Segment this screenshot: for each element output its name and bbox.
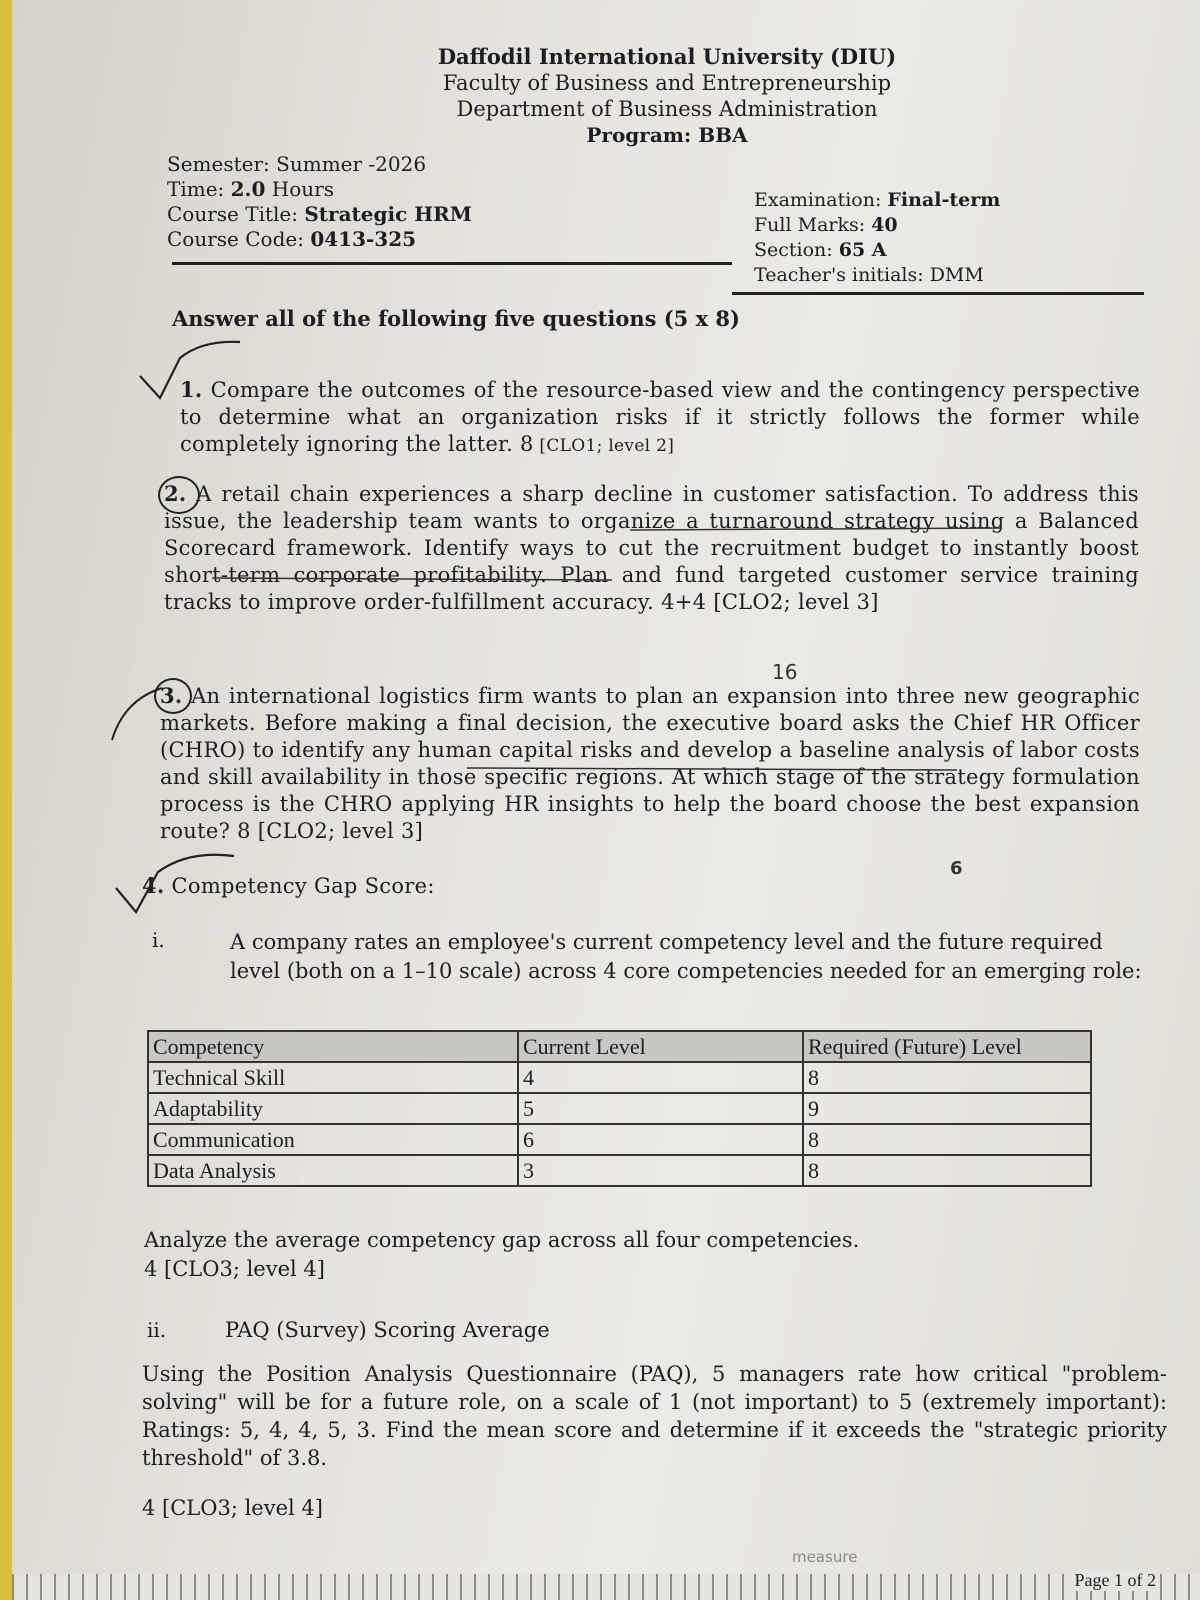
question-number: 3. <box>160 683 183 708</box>
question-2 <box>164 480 1139 616</box>
examination-row: Examination: Final-term <box>754 189 1001 211</box>
part-i-text: A company rates an employee's current competency level and the future required level (both on a 1–10 scale) across 4 core competencies needed for an emerging role: <box>230 930 1142 983</box>
handwritten-score: 16 <box>772 660 798 684</box>
table-header-row <box>148 1031 1091 1062</box>
section-row: Section: 65 A <box>754 239 887 261</box>
table-cell: Adaptability <box>148 1093 518 1124</box>
faculty-name: Faculty of Business and Entrepreneurship <box>442 71 892 95</box>
part-i-label: i. <box>152 928 165 952</box>
exam-paper <box>12 0 1200 1600</box>
exam-meta-right <box>754 188 1000 288</box>
table-cell: 8 <box>803 1155 1091 1186</box>
university-name: Daffodil International University (DIU) <box>437 44 897 69</box>
table-header: Required (Future) Level <box>803 1031 1091 1062</box>
question-text: A retail chain experiences a sharp decline in customer satisfaction. To address this issue, the leadership team wants to organize a turnaround strategy using a Balanced Scorecard framework. Identify ways to cut the recruitment budget to instantly boost short-term corporate profitability. Plan and fund targeted customer service training tracks to improve order-fulfillment accuracy. 4+4 [CLO2; level 3] <box>164 482 1139 614</box>
table-cell: 8 <box>803 1062 1091 1093</box>
handwritten-mark: 6 <box>950 858 963 879</box>
question-4 <box>142 872 1122 900</box>
part-ii-clo: 4 [CLO3; level 4] <box>142 1496 323 1520</box>
page-indicator: Page 1 of 2 <box>1071 1570 1160 1591</box>
part-ii-label: ii. <box>147 1318 167 1342</box>
table-cell: 8 <box>803 1124 1091 1155</box>
table-cell: Communication <box>148 1124 518 1155</box>
part-ii-text: Using the Position Analysis Questionnaire (PAQ), 5 managers rate how critical "problem-solving" will be for a future role, on a scale of 1 (not important) to 5 (extremely important): Ratings: 5, 4, 4, 5, 3. Find the mean score and determine if it exceeds the "strategic priority threshold" of 3.8. <box>142 1362 1167 1470</box>
full-marks-value: 40 <box>871 214 898 236</box>
question-3 <box>160 682 1140 845</box>
handwritten-note: measure <box>792 1548 858 1566</box>
course-title-value: Strategic HRM <box>304 202 472 226</box>
teacher-value: DMM <box>929 264 984 286</box>
exam-header <box>12 44 1200 148</box>
semester-row: Semester: Summer -2026 <box>167 152 427 176</box>
table-row <box>148 1124 1091 1155</box>
full-marks-row: Full Marks: 40 <box>754 214 898 236</box>
time-row: Time: 2.0 Hours <box>167 177 334 201</box>
question-text: Competency Gap Score: <box>171 874 435 898</box>
teacher-row: Teacher's initials: DMM <box>754 264 984 286</box>
part-i-task <box>144 1226 859 1284</box>
table-cell: Data Analysis <box>148 1155 518 1186</box>
part-i-task-text: Analyze the average competency gap across all four competencies. <box>144 1228 860 1252</box>
question-number: 4. <box>142 873 165 898</box>
question-number: 1. <box>180 377 203 402</box>
header-divider-right <box>732 292 1144 295</box>
program-name: Program: BBA <box>586 123 748 147</box>
footer-ruler <box>12 1574 1200 1600</box>
exam-meta-left <box>167 152 472 252</box>
department-name: Department of Business Administration <box>456 97 878 121</box>
table-row <box>148 1062 1091 1093</box>
header-divider-left <box>172 262 732 265</box>
course-code-value: 0413-325 <box>310 227 417 251</box>
table-header: Current Level <box>518 1031 803 1062</box>
table-cell: 6 <box>518 1124 803 1155</box>
table-cell: 9 <box>803 1093 1091 1124</box>
part-ii-title: PAQ (Survey) Scoring Average <box>225 1318 550 1342</box>
table-header: Competency <box>148 1031 518 1062</box>
question-text: An international logistics firm wants to plan an expansion into three new geographic markets. Before making a final decision, the executive board asks the Chief HR Officer (CHRO) to identify any human capital risks and develop a baseline analysis of labor costs and skill availability in those specific regions. At which stage of the strategy formulation process is the CHRO applying HR insights to help the board choose the best expansion route? 8 [CLO2; level 3] <box>160 684 1140 843</box>
course-code-row: Course Code: 0413-325 <box>167 227 417 251</box>
question-1 <box>180 376 1140 460</box>
question-text: Compare the outcomes of the resource-based view and the contingency perspective to determine what an organization risks if it strictly follows the former while completely ignoring the latter. 8 <box>180 378 1140 456</box>
table-row <box>148 1093 1091 1124</box>
question-clo: [CLO1; level 2] <box>533 436 675 456</box>
table-row <box>148 1155 1091 1186</box>
table-cell: 3 <box>518 1155 803 1186</box>
semester-value: Summer -2026 <box>276 152 427 176</box>
instruction-text: Answer all of the following five questions (5 x 8) <box>172 306 740 331</box>
course-title-row: Course Title: Strategic HRM <box>167 202 472 226</box>
competency-table <box>147 1030 1092 1187</box>
part-i-clo: 4 [CLO3; level 4] <box>144 1257 325 1281</box>
table-cell: Technical Skill <box>148 1062 518 1093</box>
examination-value: Final-term <box>887 189 1001 211</box>
table-cell: 4 <box>518 1062 803 1093</box>
section-value: 65 A <box>838 239 887 261</box>
table-cell: 5 <box>518 1093 803 1124</box>
time-value: 2.0 <box>230 177 266 201</box>
question-number: 2. <box>164 481 187 506</box>
